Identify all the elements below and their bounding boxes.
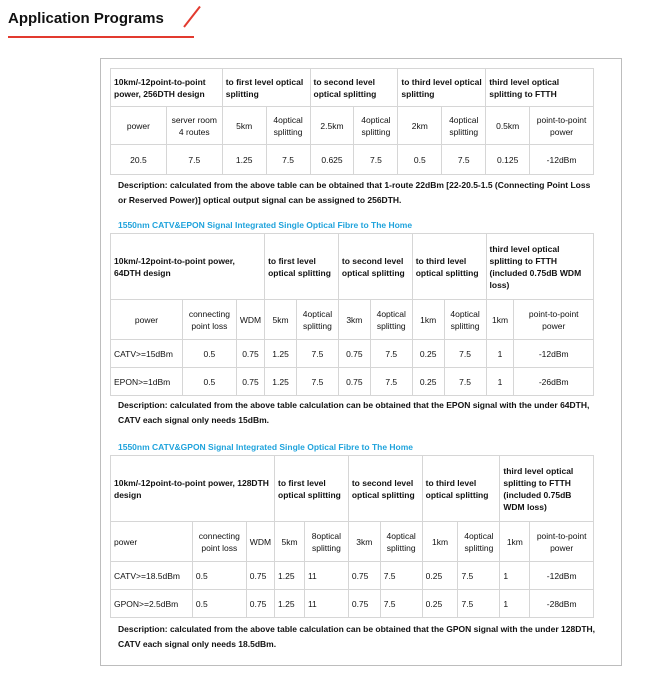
table-row (111, 522, 594, 562)
header-cell: to first level optical splitting (265, 234, 339, 300)
table-description: Description: calculated from the above table calculation can be obtained that the GPON signal with the under 128DTH, CATV each signal only needs 18.5dBm. (118, 624, 596, 649)
table-cell: 8optical splitting (304, 522, 348, 562)
header-cell: to second level optical splitting (338, 234, 412, 300)
table-cell: 0.75 (348, 562, 380, 590)
table-cell: CATV>=18.5dBm (111, 562, 193, 590)
header-cell: to second level optical splitting (348, 456, 422, 522)
table-cell: -12dBm (514, 340, 594, 368)
table-cell: 20.5 (111, 145, 167, 175)
table-cell: 1km (422, 522, 458, 562)
table-cell: 7.5 (380, 590, 422, 618)
table-cell: 0.75 (338, 368, 370, 396)
table-row (111, 107, 594, 145)
table-cell: 0.75 (246, 590, 274, 618)
table-row (111, 590, 594, 618)
table-cell: 7.5 (296, 340, 338, 368)
table-cell: 4optical splitting (296, 300, 338, 340)
table-cell: -12dBm (530, 562, 594, 590)
table-cell: power (111, 107, 167, 145)
table-cell: 3km (348, 522, 380, 562)
table-cell: 1.25 (265, 368, 297, 396)
table-cell: 7.5 (444, 340, 486, 368)
table-64dth (110, 233, 594, 396)
table-description: Description: calculated from the above table can be obtained that 1-route 22dBm [22-20.5-1.5 (Connecting Point Loss or Reserved Power)] optical output signal can be assigned to 256DTH. (118, 180, 591, 205)
header-cell: to third level optical splitting (398, 69, 486, 107)
table-cell: 0.25 (412, 340, 444, 368)
table-cell: 1.25 (222, 145, 266, 175)
section-title: 1550nm CATV&EPON Signal Integrated Single Optical Fibre to The Home (118, 220, 413, 230)
table-cell: CATV>=15dBm (111, 340, 183, 368)
table-cell: 11 (304, 562, 348, 590)
table-cell: 4optical splitting (370, 300, 412, 340)
table-cell: 1km (486, 300, 514, 340)
header-cell: third level optical splitting to FTTH (included 0.75dB WDM loss) (500, 456, 594, 522)
table-cell: 0.5 (192, 562, 246, 590)
table-cell: 0.75 (246, 562, 274, 590)
table-cell: 1km (500, 522, 530, 562)
table-cell: power (111, 522, 193, 562)
header-cell: 10km/-12point-to-point power, 64DTH design (111, 234, 265, 300)
table-cell: 0.75 (236, 368, 264, 396)
table-cell: 3km (338, 300, 370, 340)
table-row (111, 145, 594, 175)
header-cell: to second level optical splitting (310, 69, 398, 107)
table-cell: power (111, 300, 183, 340)
table-cell: WDM (246, 522, 274, 562)
table-cell: point-to-point power (530, 522, 594, 562)
table-row (111, 368, 594, 396)
table-cell: 1 (486, 368, 514, 396)
table-cell: connecting point loss (192, 522, 246, 562)
table-cell: 5km (222, 107, 266, 145)
table-row (111, 562, 594, 590)
table-cell: 7.5 (266, 145, 310, 175)
table-cell: 1.25 (275, 590, 305, 618)
table-cell: 0.5 (182, 368, 236, 396)
table-cell: 1 (486, 340, 514, 368)
table-cell: GPON>=2.5dBm (111, 590, 193, 618)
table-cell: 4optical splitting (266, 107, 310, 145)
table-cell: 0.5 (192, 590, 246, 618)
title-accent-slash (183, 6, 201, 28)
table-description: Description: calculated from the above table calculation can be obtained that the EPON signal with the under 64DTH, CATV each signal only needs 15dBm. (118, 400, 590, 425)
table-cell: 0.75 (348, 590, 380, 618)
table-cell: 7.5 (370, 340, 412, 368)
table-cell: 0.75 (338, 340, 370, 368)
table-cell: 1 (500, 562, 530, 590)
table-cell: 4optical splitting (458, 522, 500, 562)
table-cell: server room 4 routes (166, 107, 222, 145)
table-cell: 5km (275, 522, 305, 562)
table-cell: 1.25 (275, 562, 305, 590)
table-cell: 1km (412, 300, 444, 340)
table-cell: 0.25 (422, 562, 458, 590)
header-cell: to first level optical splitting (275, 456, 349, 522)
table-cell: -26dBm (514, 368, 594, 396)
table-cell: point-to-point power (530, 107, 594, 145)
table-cell: 0.625 (310, 145, 354, 175)
table-cell: 0.25 (412, 368, 444, 396)
section-title: 1550nm CATV&GPON Signal Integrated Single Optical Fibre to The Home (118, 442, 414, 452)
table-cell: 4optical splitting (380, 522, 422, 562)
table-cell: -12dBm (530, 145, 594, 175)
table-cell: 11 (304, 590, 348, 618)
table-cell: 7.5 (370, 368, 412, 396)
table-cell: WDM (236, 300, 264, 340)
table-cell: 7.5 (354, 145, 398, 175)
table-cell: -28dBm (530, 590, 594, 618)
table-header-row (111, 456, 594, 522)
table-cell: 1 (500, 590, 530, 618)
table-row (111, 340, 594, 368)
table-cell: 0.25 (422, 590, 458, 618)
table-cell: 7.5 (166, 145, 222, 175)
header-cell: to first level optical splitting (222, 69, 310, 107)
page-title: Application Programs (8, 10, 164, 27)
table-cell: EPON>=1dBm (111, 368, 183, 396)
table-cell: 5km (265, 300, 297, 340)
header-cell: to third level optical splitting (422, 456, 500, 522)
table-cell: 2km (398, 107, 442, 145)
table-cell: 4optical splitting (442, 107, 486, 145)
table-cell: 7.5 (458, 590, 500, 618)
table-cell: 4optical splitting (444, 300, 486, 340)
table-cell: 0.5km (486, 107, 530, 145)
table-row (111, 300, 594, 340)
table-cell: 4optical splitting (354, 107, 398, 145)
table-cell: 0.5 (398, 145, 442, 175)
table-cell: 2.5km (310, 107, 354, 145)
header-cell: third level optical splitting to FTTH (included 0.75dB WDM loss) (486, 234, 593, 300)
table-cell: 7.5 (442, 145, 486, 175)
table-header-row (111, 69, 594, 107)
header-cell: to third level optical splitting (412, 234, 486, 300)
table-cell: 7.5 (458, 562, 500, 590)
table-header-row (111, 234, 594, 300)
title-underline (8, 36, 194, 38)
table-cell: 7.5 (380, 562, 422, 590)
table-256dth (110, 68, 594, 175)
page-header (8, 8, 208, 34)
table-cell: 1.25 (265, 340, 297, 368)
header-cell: third level optical splitting to FTTH (486, 69, 594, 107)
table-cell: 0.125 (486, 145, 530, 175)
table-cell: 7.5 (444, 368, 486, 396)
table-cell: point-to-point power (514, 300, 594, 340)
header-cell: 10km/-12point-to-point power, 256DTH design (111, 69, 223, 107)
table-cell: 0.75 (236, 340, 264, 368)
header-cell: 10km/-12point-to-point power, 128DTH design (111, 456, 275, 522)
table-128dth (110, 455, 594, 618)
table-cell: connecting point loss (182, 300, 236, 340)
table-cell: 7.5 (296, 368, 338, 396)
table-cell: 0.5 (182, 340, 236, 368)
